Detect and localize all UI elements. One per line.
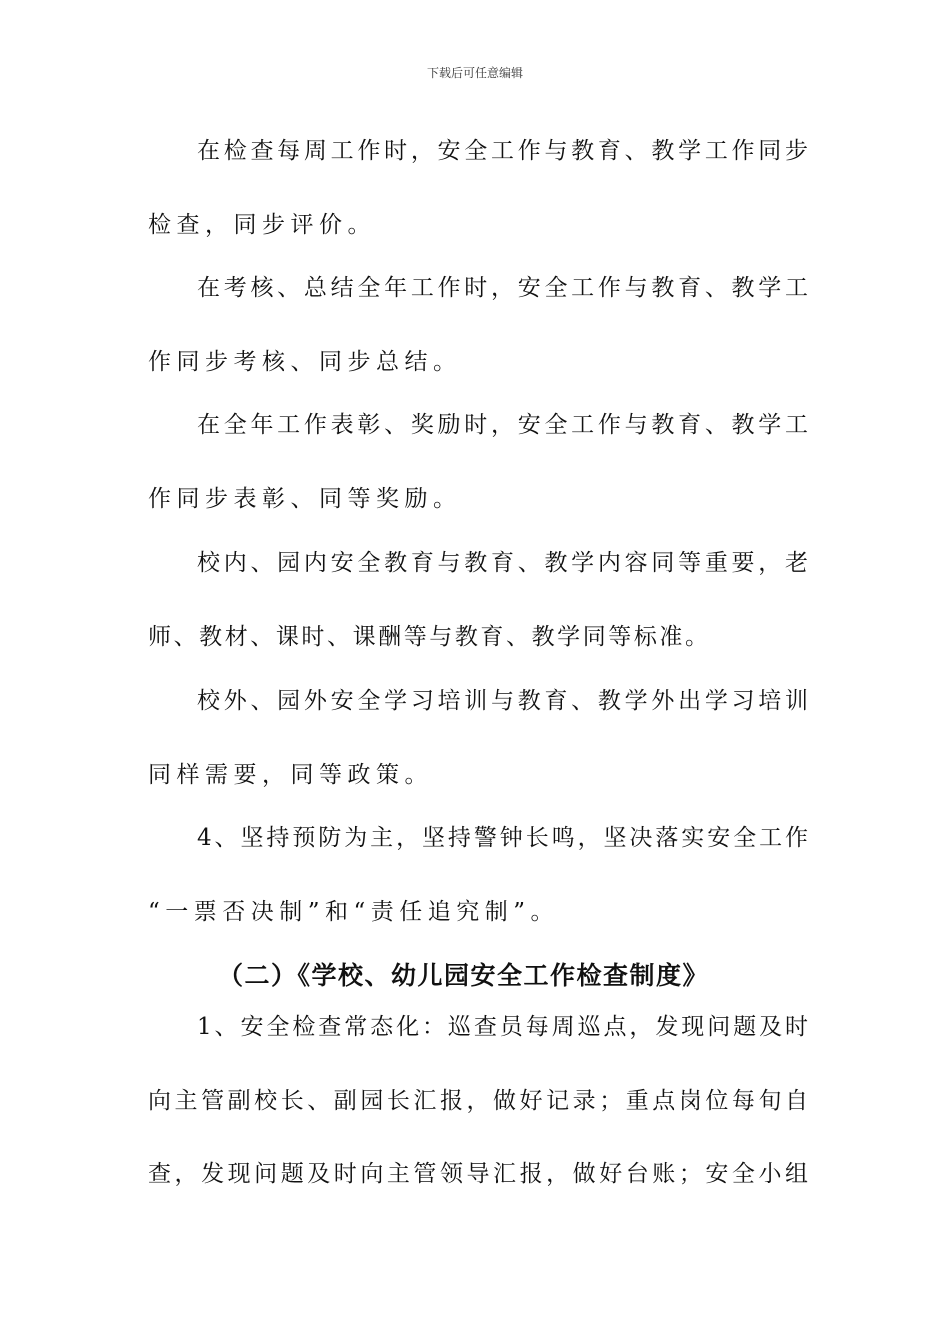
paragraph-line: 同样需要，同等政策。	[148, 762, 433, 788]
page-header-note: 下载后可任意编辑	[426, 66, 523, 80]
section-heading: （二）《学校、幼儿园安全工作检查制度》	[218, 961, 710, 990]
paragraph-line: “一票否决制”和“责任追究制”。	[148, 899, 560, 925]
paragraph-line: 检查，同步评价。	[148, 212, 376, 238]
paragraph-line: 师、教材、课时、课酬等与教育、教学同等标准。	[148, 624, 708, 650]
paragraph-line: 在检查每周工作时，安全工作与教育、教学工作同步	[197, 138, 808, 164]
paragraph-line: 4、坚持预防为主，坚持警钟长鸣，坚决落实安全工作	[197, 825, 808, 851]
paragraph-line: 校外、园外安全学习培训与教育、教学外出学习培训	[197, 688, 808, 714]
paragraph-line: 在全年工作表彰、奖励时，安全工作与教育、教学工	[197, 412, 808, 438]
paragraph-line: 作同步表彰、同等奖励。	[148, 486, 462, 512]
paragraph-line: 1、安全检查常态化：巡查员每周巡点，发现问题及时	[197, 1014, 808, 1040]
paragraph-line: 作同步考核、同步总结。	[148, 349, 462, 375]
paragraph-line: 查，发现问题及时向主管领导汇报，做好台账；安全小组	[148, 1161, 808, 1187]
paragraph-line: 向主管副校长、副园长汇报，做好记录；重点岗位每旬自	[148, 1088, 808, 1114]
paragraph-line: 在考核、总结全年工作时，安全工作与教育、教学工	[197, 275, 808, 301]
paragraph-line: 校内、园内安全教育与教育、教学内容同等重要，老	[197, 550, 808, 576]
